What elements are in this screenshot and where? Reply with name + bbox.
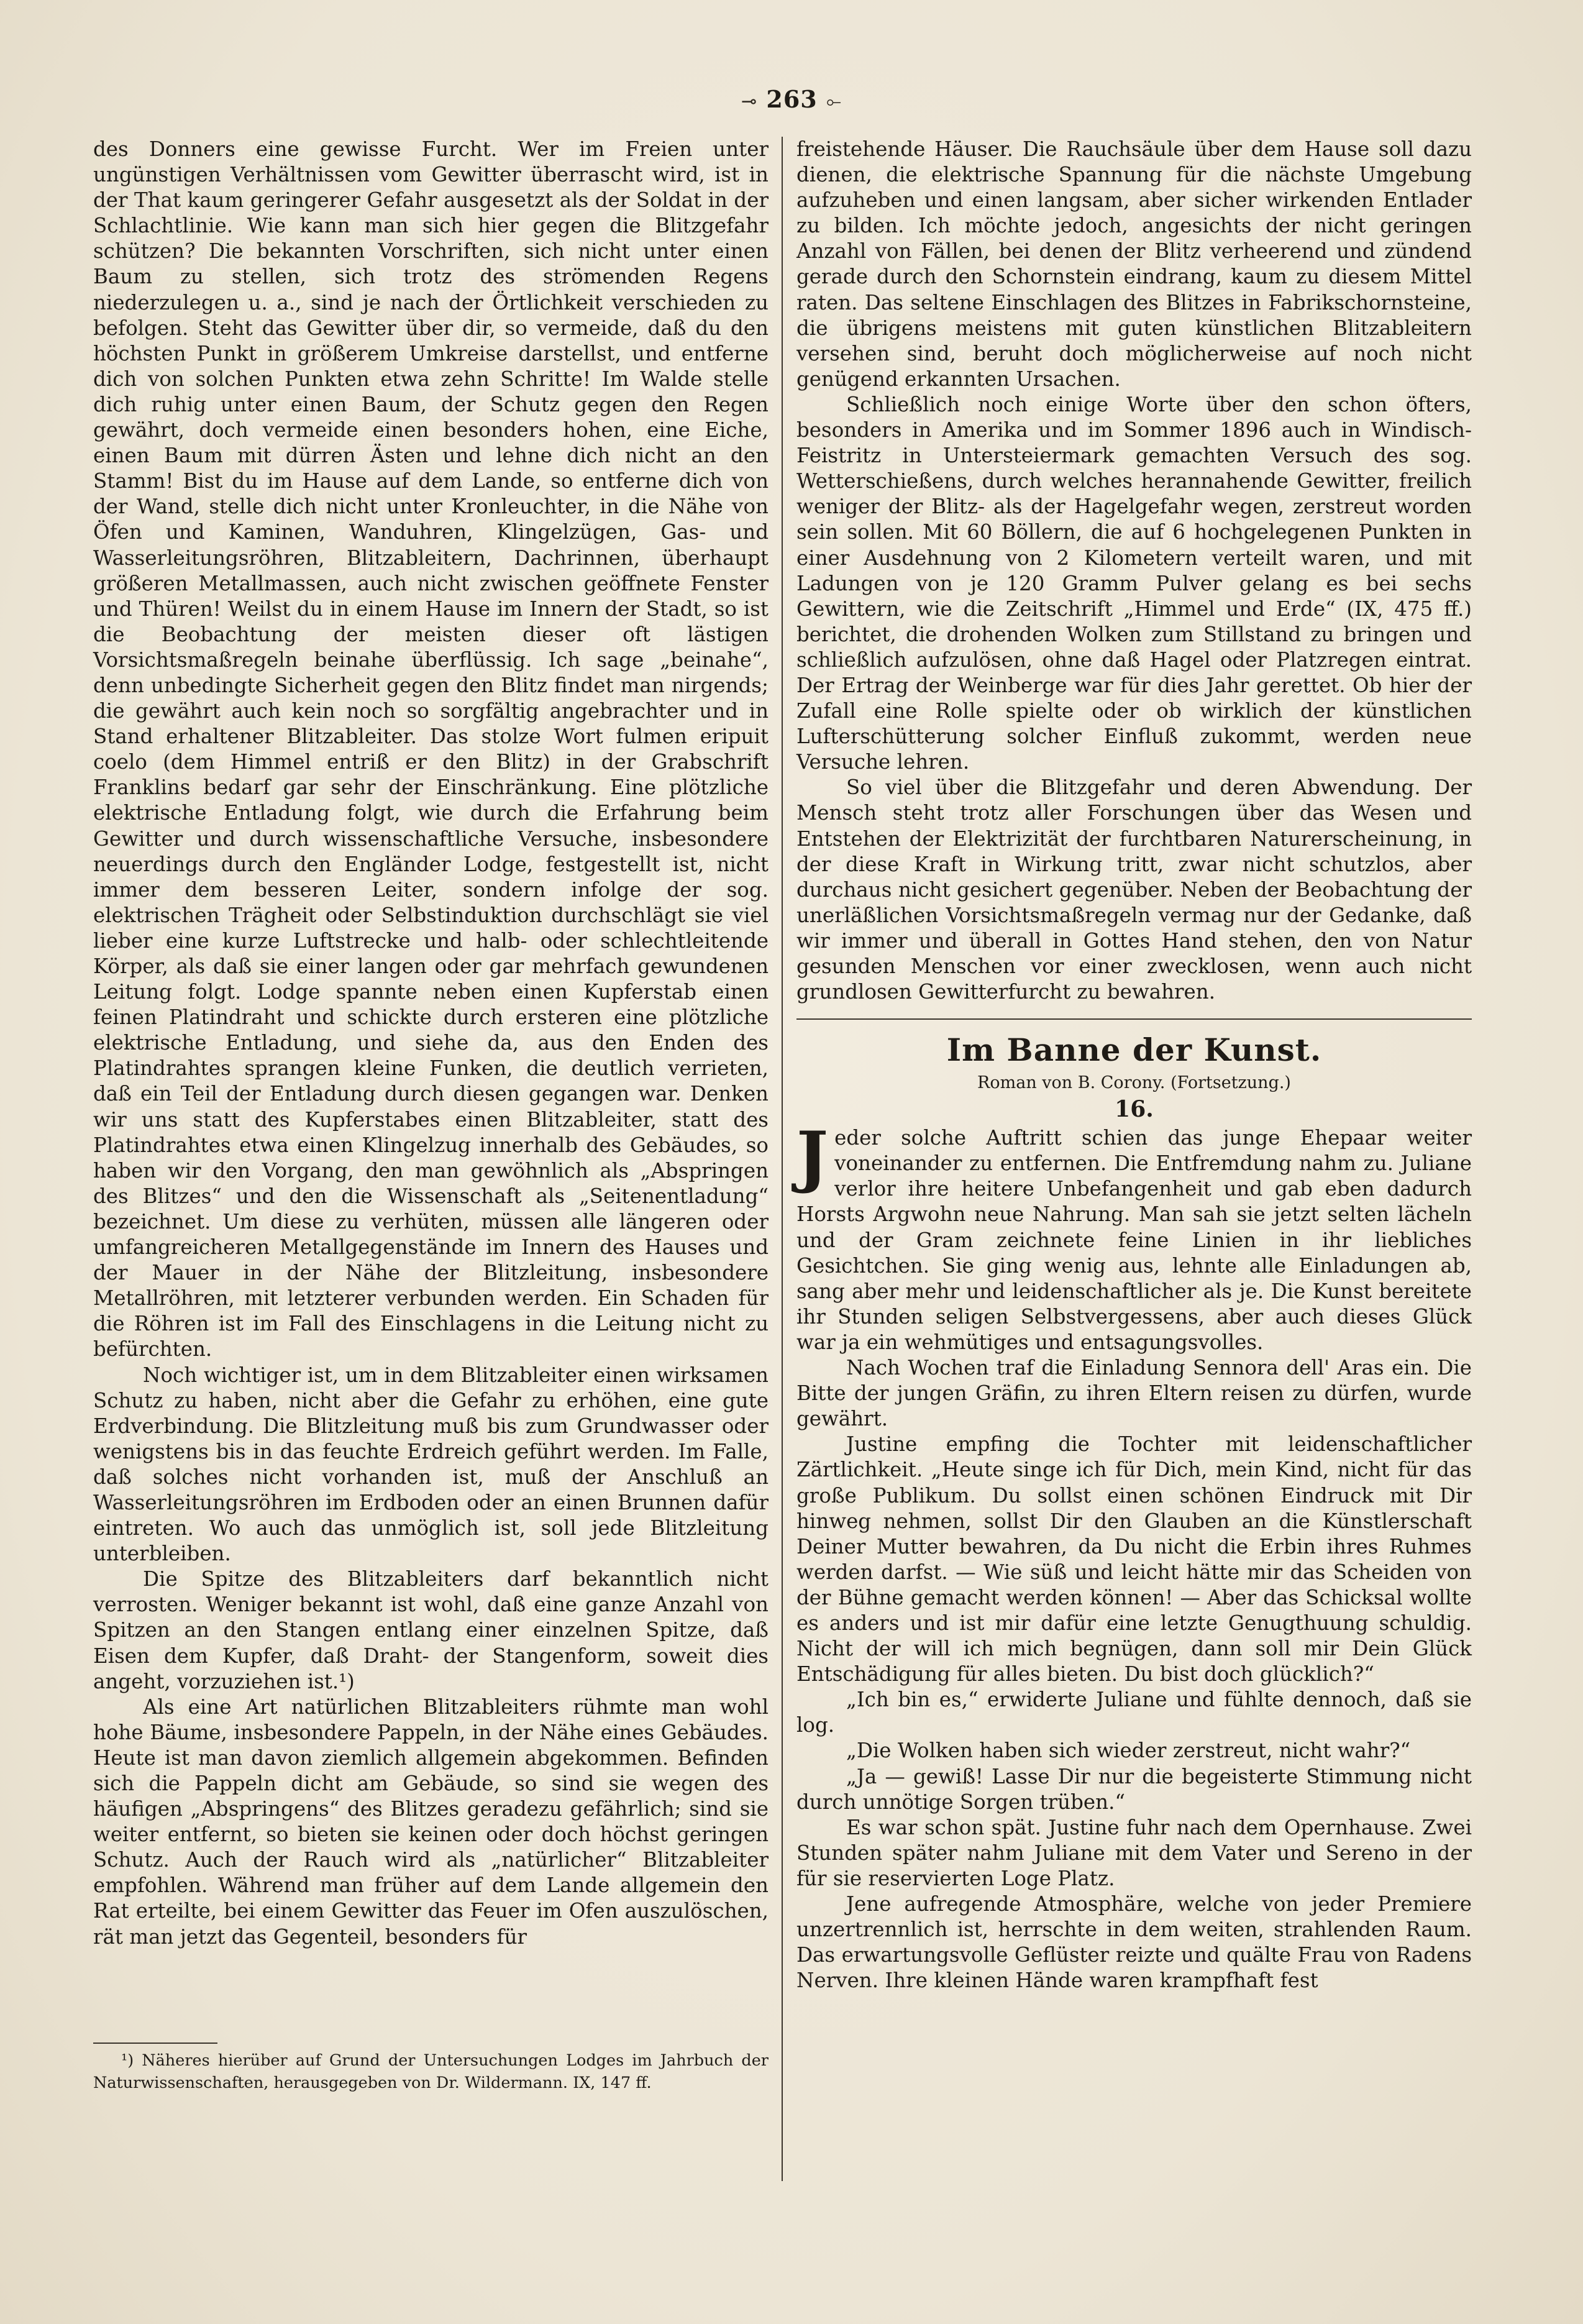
chapter-number: 16.: [1115, 1096, 1154, 1123]
novel-paragraph-1: [796, 1117, 1472, 1355]
right-paragraph-3: So viel über die Blitzgefahr und deren Abwendung. Der Mensch steht trotz aller Forschungen über das Wesen und Entstehen der Elektrizität der furchtbaren Naturerscheinung, in der diese Kraft in Wirkung tritt, zwar nicht schutzlos, aber durchaus nicht gesichert gegenüber. Neben der Beobachtung der unerläßlichen Vorsichtsmaßregeln vermag nur der Gedanke, daß wir immer und überall in Gottes Hand stehen, den von Natur gesunden Menschen vor einer zwecklosen, wenn auch nicht grundlosen Gewitterfurcht zu bewahren.: [796, 775, 1472, 1004]
footnote-rule: [93, 2043, 217, 2044]
novel-paragraph-4: „Ich bin es,“ erwiderte Juliane und fühlte dennoch, daß sie log.: [796, 1688, 1472, 1737]
ornament-left-icon: ⊸: [741, 91, 758, 112]
right-column: [796, 137, 1472, 2175]
novel-title: Im Banne der Kunst.: [946, 1032, 1322, 1069]
footnote-text: ¹) Näheres hierüber auf Grund der Untersuchungen Lodges im Jahrbuch der Naturwissenschaften, herausgegeben von Dr. Wildermann. IX, 147 ff.: [93, 2051, 769, 2092]
ornament-right-icon: ⟜: [826, 91, 842, 112]
footnote: [93, 2049, 769, 2094]
page-number: 263: [766, 85, 818, 113]
column-divider: [782, 137, 783, 2181]
novel-paragraph-5: „Die Wolken haben sich wieder zerstreut, nicht wahr?“: [846, 1739, 1411, 1763]
left-paragraph-2: Noch wichtiger ist, um in dem Blitzableiter einen wirksamen Schutz zu haben, nicht aber die Gefahr zu erhöhen, eine gute Erdverbindung. Die Blitzleitung muß bis zum Grundwasser oder wenigstens bis in das feuchte Erdreich geführt werden. Im Falle, daß solches nicht vorhanden ist, muß der Anschluß an Wasserleitungsröhren im Erdboden oder an einen Brunnen dafür eintreten. Wo auch das unmöglich ist, soll jede Blitzleitung unterbleiben.: [93, 1363, 769, 1566]
novel-paragraph-3: Justine empfing die Tochter mit leidenschaftlicher Zärtlichkeit. „Heute singe ich für Dich, mein Kind, nicht für das große Publikum. Du sollst einen schönen Eindruck mit Dir hinweg nehmen, sollst Dir den Glauben an die Künstlerschaft Deiner Mutter bewahren, da Du nicht die Erbin ihres Ruhmes werden darfst. — Wie süß und leicht hätte mir das Scheiden von der Bühne gemacht werden können! — Aber das Schicksal wollte es anders und ist mir dafür eine letzte Genugthuung schuldig. Nicht der will ich mich begnügen, dann soll mir Dein Glück Entschädigung für alles bieten. Du bist doch glücklich?“: [796, 1432, 1472, 1686]
novel-paragraph-8: Jene aufregende Atmosphäre, welche von jeder Premiere unzertrennlich ist, herrschte in dem weiten, strahlenden Raum. Das erwartungsvolle Geflüster reizte und quälte Frau von Radens Nerven. Ihre kleinen Hände waren krampfhaft fest: [796, 1892, 1472, 1993]
page-header: [692, 81, 891, 118]
novel-paragraph-2: Nach Wochen traf die Einladung Sennora dell' Aras ein. Die Bitte der jungen Gräfin, zu ihren Eltern reisen zu dürfen, wurde gewährt.: [796, 1356, 1472, 1431]
novel-paragraph-1-text: eder solche Auftritt schien das junge Ehepaar weiter voneinander zu entfernen. Die Entfremdung nahm zu. Juliane verlor ihre heitere Unbefangenheit und gab eben dadurch Horsts Argwohn neue Nahrung. Man sah sie jetzt selten lächeln und der Gram zeichnete feine Linien in ihr liebliches Gesichtchen. Sie ging wenig aus, lehnte alle Einladungen ab, sang aber mehr und leidenschaftlicher als je. Die Kunst bereitete ihr Stunden seligen Selbstvergessens, aber auch dieses Glück war ja ein wehmütiges und entsagungsvolles.: [796, 1126, 1472, 1354]
left-paragraph-4: Als eine Art natürlichen Blitzableiters rühmte man wohl hohe Bäume, insbesondere Pappeln, in der Nähe eines Gebäudes. Heute ist man davon ziemlich allgemein abgekommen. Befinden sich die Pappeln dicht am Gebäude, so sind sie wegen des häufigen „Abspringens“ des Blitzes geradezu gefährlich; sind sie weiter entfernt, so bieten sie keinen oder doch höchst geringen Schutz. Auch der Rauch wird als „natürlicher“ Blitzableiter empfohlen. Während man früher auf dem Lande allgemein den Rat erteilte, bei einem Gewitter das Feuer im Ofen auszulöschen, rät man jetzt das Gegenteil, besonders für: [93, 1695, 769, 1949]
right-paragraph-2: Schließlich noch einige Worte über den schon öfters, besonders in Amerika und im Sommer 1896 auch in Windisch-Feistritz in Untersteiermark gemachten Versuch des sog. Wetterschießens, durch welches herannahende Gewitter, freilich weniger der Blitz- als der Hagelgefahr wegen, zerstreut worden sein sollen. Mit 60 Böllern, die auf 6 hochgelegenen Punkten in einer Ausdehnung von 2 Kilometern verteilt waren, und mit Ladungen von je 120 Gramm Pulver gelang es bei sechs Gewittern, wie die Zeitschrift „Himmel und Erde“ (IX, 475 ff.) berichtet, die drohenden Wolken zum Stillstand zu bringen und schließlich aufzulösen, ohne daß Hagel oder Platzregen eintrat. Der Ertrag der Weinberge war für dies Jahr gerettet. Ob hier der Zufall eine Rolle spielte oder ob wirklich der künstlichen Lufterschütterung solcher Einfluß zukommt, werden neue Versuche lehren.: [796, 392, 1472, 774]
left-column: [93, 137, 769, 2088]
section-rule: [796, 1018, 1472, 1020]
drop-cap: J: [796, 1117, 829, 1196]
novel-paragraph-7: Es war schon spät. Justine fuhr nach dem Opernhause. Zwei Stunden später nahm Juliane mit dem Vater und Sereno in der für sie reservierten Loge Platz.: [796, 1815, 1472, 1890]
novel-subtitle: Roman von B. Corony. (Fortsetzung.): [977, 1073, 1291, 1093]
left-paragraph-1: des Donners eine gewisse Furcht. Wer im Freien unter ungünstigen Verhältnissen vom Gewitter überrascht wird, ist in der That kaum geringerer Gefahr ausgesetzt als der Soldat in der Schlachtlinie. Wie kann man sich hier gegen die Blitzgefahr schützen? Die bekannten Vorschriften, sich nicht unter einen Baum zu stellen, sich trotz des strömenden Regens niederzulegen u. a., sind je nach der Örtlichkeit verschieden zu befolgen. Steht das Gewitter über dir, so vermeide, daß du den höchsten Punkt in größerem Umkreise darstellst, und entferne dich von solchen Punkten etwa zehn Schritte! Im Walde stelle dich ruhig unter einen Baum, der Schutz gegen den Regen gewährt, doch vermeide einen besonders hohen, eine Eiche, einen Baum mit dürren Ästen und lehne dich nicht an den Stamm! Bist du im Hause auf dem Lande, so entferne dich von der Wand, stelle dich nicht unter Kronleuchter, in die Nähe von Öfen und Kaminen, Wanduhren, Klingelzügen, Gas- und Wasserleitungsröhren, Blitzableitern, Dachrinnen, überhaupt größeren Metallmassen, auch nicht zwischen geöffnete Fenster und Thüren! Weilst du in einem Hause im Innern der Stadt, so ist die Beobachtung der meisten dieser oft lästigen Vorsichtsmaßregeln beinahe überflüssig. Ich sage „beinahe“, denn unbedingte Sicherheit gegen den Blitz findet man nirgends; die gewährt auch kein noch so sorgfältig angebrachter und in Stand erhaltener Blitzableiter. Das stolze Wort fulmen eripuit coelo (dem Himmel entriß er den Blitz) in der Grabschrift Franklins bedarf gar sehr der Einschränkung. Eine plötzliche elektrische Entladung folgt, wie durch die Erfahrung beim Gewitter und durch wissenschaftliche Versuche, insbesondere neuerdings durch den Engländer Lodge, festgestellt ist, nicht immer dem besseren Leiter, sondern infolge der sog. elektrischen Trägheit oder Selbstinduktion durchschlägt sie viel lieber eine kurze Luftstrecke und halb- oder schlechtleitende Körper, als daß sie einer langen oder gar mehrfach gewundenen Leitung folgt. Lodge spannte neben einen Kupferstab einen feinen Platindraht und schickte durch ersteren eine plötzliche elektrische Entladung, und siehe da, aus den Enden des Platindrahtes sprangen kleine Funken, die deutlich verrieten, daß ein Teil der Entladung durch diesen gegangen war. Denken wir uns statt des Kupferstabes einen Blitzableiter, statt des Platindrahtes etwa einen Klingelzug innerhalb des Gebäudes, so haben wir den Vorgang, den man gewöhnlich als „Abspringen des Blitzes“ und den die Wissenschaft als „Seitenentladung“ bezeichnet. Um diese zu verhüten, müssen alle längeren oder umfangreicheren Metallgegenstände im Innern des Hauses und der Mauer in der Nähe der Blitzleitung, insbesondere Metallröhren, mit letzterer verbunden werden. Ein Schaden für die Röhren ist im Fall des Einschlagens in die Leitung nicht zu befürchten.: [93, 137, 769, 1361]
right-paragraph-1: freistehende Häuser. Die Rauchsäule über dem Hause soll dazu dienen, die elektrische Spannung für die nächste Umgebung aufzuheben und einen langsam, aber sicher wirkenden Entlader zu bilden. Ich möchte jedoch, angesichts der nicht geringen Anzahl von Fällen, bei denen der Blitz verheerend und zündend gerade durch den Schornstein eindrang, kaum zu diesem Mittel raten. Das seltene Einschlagen des Blitzes in Fabrikschornsteine, die übrigens meistens mit guten künstlichen Blitzableitern versehen sind, beruht doch möglicherweise auf noch nicht genügend erkannten Ursachen.: [796, 137, 1472, 391]
novel-paragraph-6: „Ja — gewiß! Lasse Dir nur die begeisterte Stimmung nicht durch unnötige Sorgen trüben.“: [796, 1764, 1472, 1814]
left-paragraph-3: Die Spitze des Blitzableiters darf bekanntlich nicht verrosten. Weniger bekannt ist wohl, daß eine ganze Anzahl von Spitzen an den Stangen entlang einer einzelnen Spitze, daß Eisen dem Kupfer, daß Draht- der Stangenform, soweit dies angeht, vorzuziehen ist.¹): [93, 1567, 769, 1693]
